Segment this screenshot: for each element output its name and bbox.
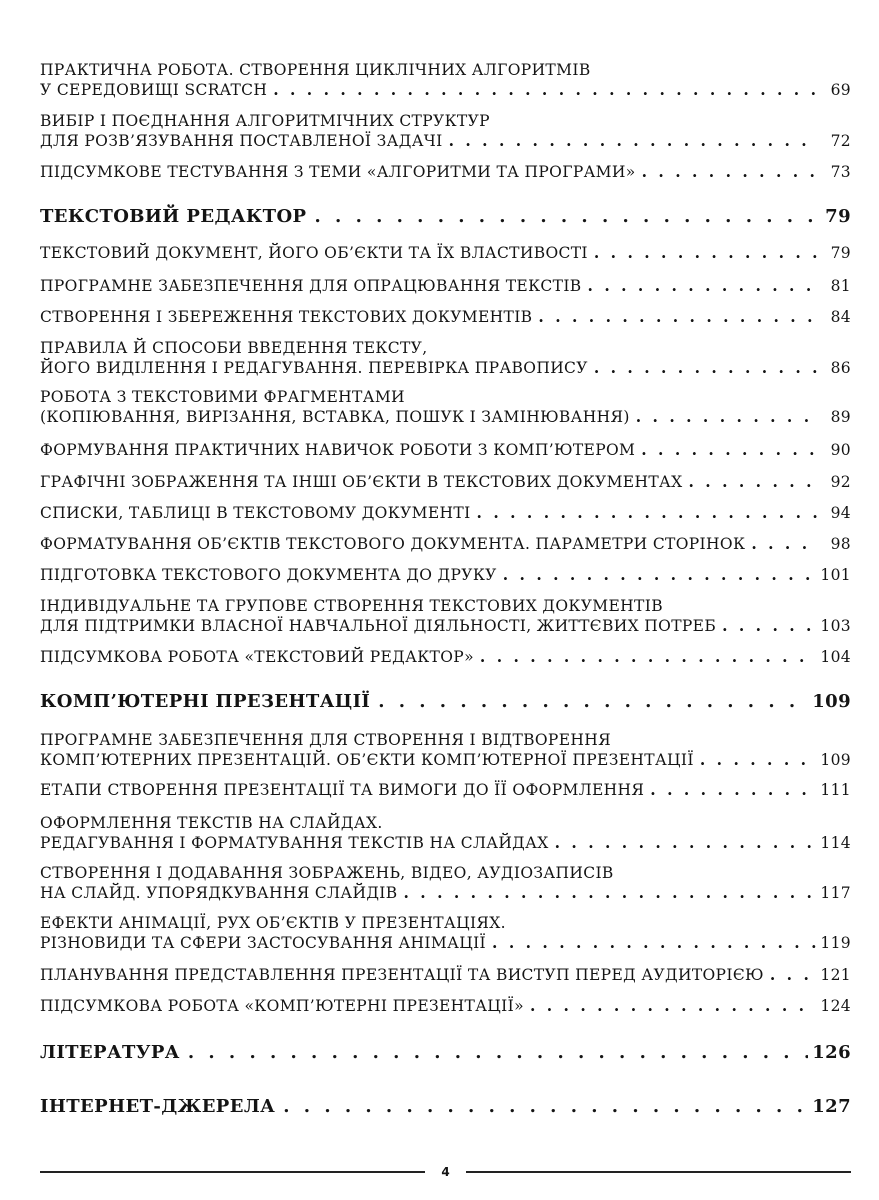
entry-title: СТВОРЕННЯ І ЗБЕРЕЖЕННЯ ТЕКСТОВИХ ДОКУМЕНТІВ [40,308,533,326]
entry-page-number: 94 [830,504,851,522]
entry-page-number: 117 [820,884,851,902]
entry-page-number: 109 [820,751,851,769]
dot-leader [503,565,817,585]
section-title: ЛІТЕРАТУРА [40,1042,180,1063]
toc-entry [40,780,851,800]
toc-entry [40,596,851,636]
entry-title: ФОРМАТУВАННЯ ОБ’ЄКТІВ ТЕКСТОВОГО ДОКУМЕНТА. ПАРАМЕТРИ СТОРІНОК [40,535,746,553]
section-heading [40,1096,851,1117]
entry-page-number: 86 [830,359,851,377]
dot-leader [530,996,816,1016]
entry-page-number: 84 [830,308,851,326]
section-title: КОМП’ЮТЕРНІ ПРЕЗЕНТАЦІЇ [40,691,371,712]
entry-title-line1: ЕФЕКТИ АНІМАЦІЇ, РУХ ОБ’ЄКТІВ У ПРЕЗЕНТАЦІЯХ. [40,914,506,932]
toc-entry [40,565,851,585]
toc-entry [40,647,851,667]
toc-entry [40,730,851,770]
section-page-number: 79 [825,206,851,227]
dot-leader [555,833,817,853]
section-page-number: 126 [812,1042,851,1063]
entry-page-number: 90 [830,441,851,459]
entry-page-number: 73 [830,163,851,181]
entry-page-number: 103 [820,617,851,635]
entry-title: ПІДСУМКОВА РОБОТА «ТЕКСТОВИЙ РЕДАКТОР» [40,648,474,666]
entry-title: ПРОГРАМНЕ ЗАБЕЗПЕЧЕННЯ ДЛЯ ОПРАЦЮВАННЯ ТЕКСТІВ [40,277,582,295]
toc-entry [40,965,851,985]
footer-rule-right [466,1171,851,1173]
entry-title: ФОРМУВАННЯ ПРАКТИЧНИХ НАВИЧОК РОБОТИ З КОМП’ЮТЕРОМ [40,441,636,459]
entry-title: ПЛАНУВАННЯ ПРЕДСТАВЛЕННЯ ПРЕЗЕНТАЦІЇ ТА ВИСТУП ПЕРЕД АУДИТОРІЄЮ [40,966,764,984]
dot-leader [273,80,819,100]
entry-page-number: 81 [830,277,851,295]
entry-page-number: 114 [820,834,851,852]
toc-entry [40,503,851,523]
entry-title: ПІДСУМКОВА РОБОТА «КОМП’ЮТЕРНІ ПРЕЗЕНТАЦІЇ» [40,997,524,1015]
section-page-number: 109 [812,691,851,712]
folio-page-number: 4 [441,1165,450,1179]
entry-title-line1: ПРАКТИЧНА РОБОТА. СТВОРЕННЯ ЦИКЛІЧНИХ АЛГОРИТМІВ [40,61,591,79]
entry-title-line1: ІНДИВІДУАЛЬНЕ ТА ГРУПОВЕ СТВОРЕННЯ ТЕКСТОВИХ ДОКУМЕНТІВ [40,597,663,615]
footer-rule-left [40,1171,425,1173]
entry-title-line1: РОБОТА З ТЕКСТОВИМИ ФРАГМЕНТАМИ [40,388,405,406]
dot-leader [403,883,816,903]
entry-page-number: 101 [820,566,851,584]
toc-entry [40,813,851,853]
toc-entry [40,243,851,263]
entry-page-number: 119 [820,934,851,952]
entry-title-line2: РІЗНОВИДИ ТА СФЕРИ ЗАСТОСУВАННЯ АНІМАЦІЇ [40,934,487,952]
entry-title-line1: ПРАВИЛА Й СПОСОБИ ВВЕДЕННЯ ТЕКСТУ, [40,339,428,357]
entry-title: ЕТАПИ СТВОРЕННЯ ПРЕЗЕНТАЦІЇ ТА ВИМОГИ ДО ЇЇ ОФОРМЛЕННЯ [40,781,645,799]
toc-entry [40,111,851,151]
entry-title-line1: ОФОРМЛЕННЯ ТЕКСТІВ НА СЛАЙДАХ. [40,814,383,832]
entry-title: СПИСКИ, ТАБЛИЦІ В ТЕКСТОВОМУ ДОКУМЕНТІ [40,504,471,522]
toc-entry [40,60,851,100]
toc-entry [40,472,851,492]
dot-leader [650,780,816,800]
entry-title-line1: ПРОГРАМНЕ ЗАБЕЗПЕЧЕННЯ ДЛЯ СТВОРЕННЯ І ВІДТВОРЕННЯ [40,731,611,749]
dot-leader [480,647,816,667]
dot-leader [689,472,819,492]
dot-leader [378,691,808,712]
toc-entry [40,996,851,1016]
toc-entry [40,387,851,427]
entry-title: ПІДСУМКОВЕ ТЕСТУВАННЯ З ТЕМИ «АЛГОРИТМИ ТА ПРОГРАМИ» [40,163,636,181]
section-page-number: 127 [812,1096,851,1117]
entry-title-line1: СТВОРЕННЯ І ДОДАВАННЯ ЗОБРАЖЕНЬ, ВІДЕО, АУДІОЗАПИСІВ [40,864,614,882]
dot-leader [492,933,816,953]
dot-leader [770,965,816,985]
entry-page-number: 98 [830,535,851,553]
section-heading [40,1042,851,1063]
section-title: ІНТЕРНЕТ-ДЖЕРЕЛА [40,1096,276,1117]
entry-title: ПІДГОТОВКА ТЕКСТОВОГО ДОКУМЕНТА ДО ДРУКУ [40,566,497,584]
dot-leader [588,276,819,296]
entry-title: ТЕКСТОВИЙ ДОКУМЕНТ, ЙОГО ОБ’ЄКТИ ТА ЇХ ВЛАСТИВОСТІ [40,244,588,262]
entry-title-line2: (КОПІЮВАННЯ, ВИРІЗАННЯ, ВСТАВКА, ПОШУК І ЗАМІНЮВАННЯ) [40,408,630,426]
entry-title: ГРАФІЧНІ ЗОБРАЖЕННЯ ТА ІНШІ ОБ’ЄКТИ В ТЕКСТОВИХ ДОКУМЕНТАХ [40,473,683,491]
entry-title-line2: ЙОГО ВИДІЛЕННЯ І РЕДАГУВАННЯ. ПЕРЕВІРКА ПРАВОПИСУ [40,359,588,377]
dot-leader [641,440,819,460]
dot-leader [538,307,819,327]
entry-page-number: 72 [830,132,851,150]
dot-leader [751,534,819,554]
entry-title-line2: КОМП’ЮТЕРНИХ ПРЕЗЕНТАЦІЙ. ОБ’ЄКТИ КОМП’ЮТЕРНОЇ ПРЕЗЕНТАЦІЇ [40,751,694,769]
dot-leader [722,616,816,636]
entry-title-line1: ВИБІР І ПОЄДНАННЯ АЛГОРИТМІЧНИХ СТРУКТУР [40,112,490,130]
entry-title-line2: ДЛЯ ПІДТРИМКИ ВЛАСНОЇ НАВЧАЛЬНОЇ ДІЯЛЬНОСТІ, ЖИТТЄВИХ ПОТРЕБ [40,617,717,635]
section-heading [40,206,851,227]
dot-leader [315,206,820,227]
entry-page-number: 124 [820,997,851,1015]
toc-entry [40,338,851,378]
entry-page-number: 111 [820,781,851,799]
dot-leader [700,750,817,770]
dot-leader [449,131,819,151]
toc-entry [40,534,851,554]
entry-page-number: 89 [830,408,851,426]
dot-leader [594,243,819,263]
section-heading [40,691,851,712]
toc-entry [40,276,851,296]
section-title: ТЕКСТОВИЙ РЕДАКТОР [40,206,307,227]
entry-title-line2: У СЕРЕДОВИЩІ SCRATCH [40,81,268,99]
entry-title-line2: НА СЛАЙД. УПОРЯДКУВАННЯ СЛАЙДІВ [40,884,398,902]
dot-leader [188,1042,808,1063]
dot-leader [283,1096,808,1117]
toc-entry [40,863,851,903]
page-footer [40,1165,851,1179]
entry-page-number: 79 [830,244,851,262]
entry-title-line2: РЕДАГУВАННЯ І ФОРМАТУВАННЯ ТЕКСТІВ НА СЛАЙДАХ [40,834,549,852]
dot-leader [477,503,819,523]
toc-entry [40,307,851,327]
toc-entry [40,440,851,460]
dot-leader [636,407,819,427]
dot-leader [594,358,819,378]
entry-title-line2: ДЛЯ РОЗВ’ЯЗУВАННЯ ПОСТАВЛЕНОЇ ЗАДАЧІ [40,132,443,150]
entry-page-number: 104 [820,648,851,666]
entry-page-number: 69 [830,81,851,99]
dot-leader [642,162,819,182]
entry-page-number: 121 [820,966,851,984]
toc-entry [40,162,851,182]
toc-entry [40,913,851,953]
entry-page-number: 92 [830,473,851,491]
